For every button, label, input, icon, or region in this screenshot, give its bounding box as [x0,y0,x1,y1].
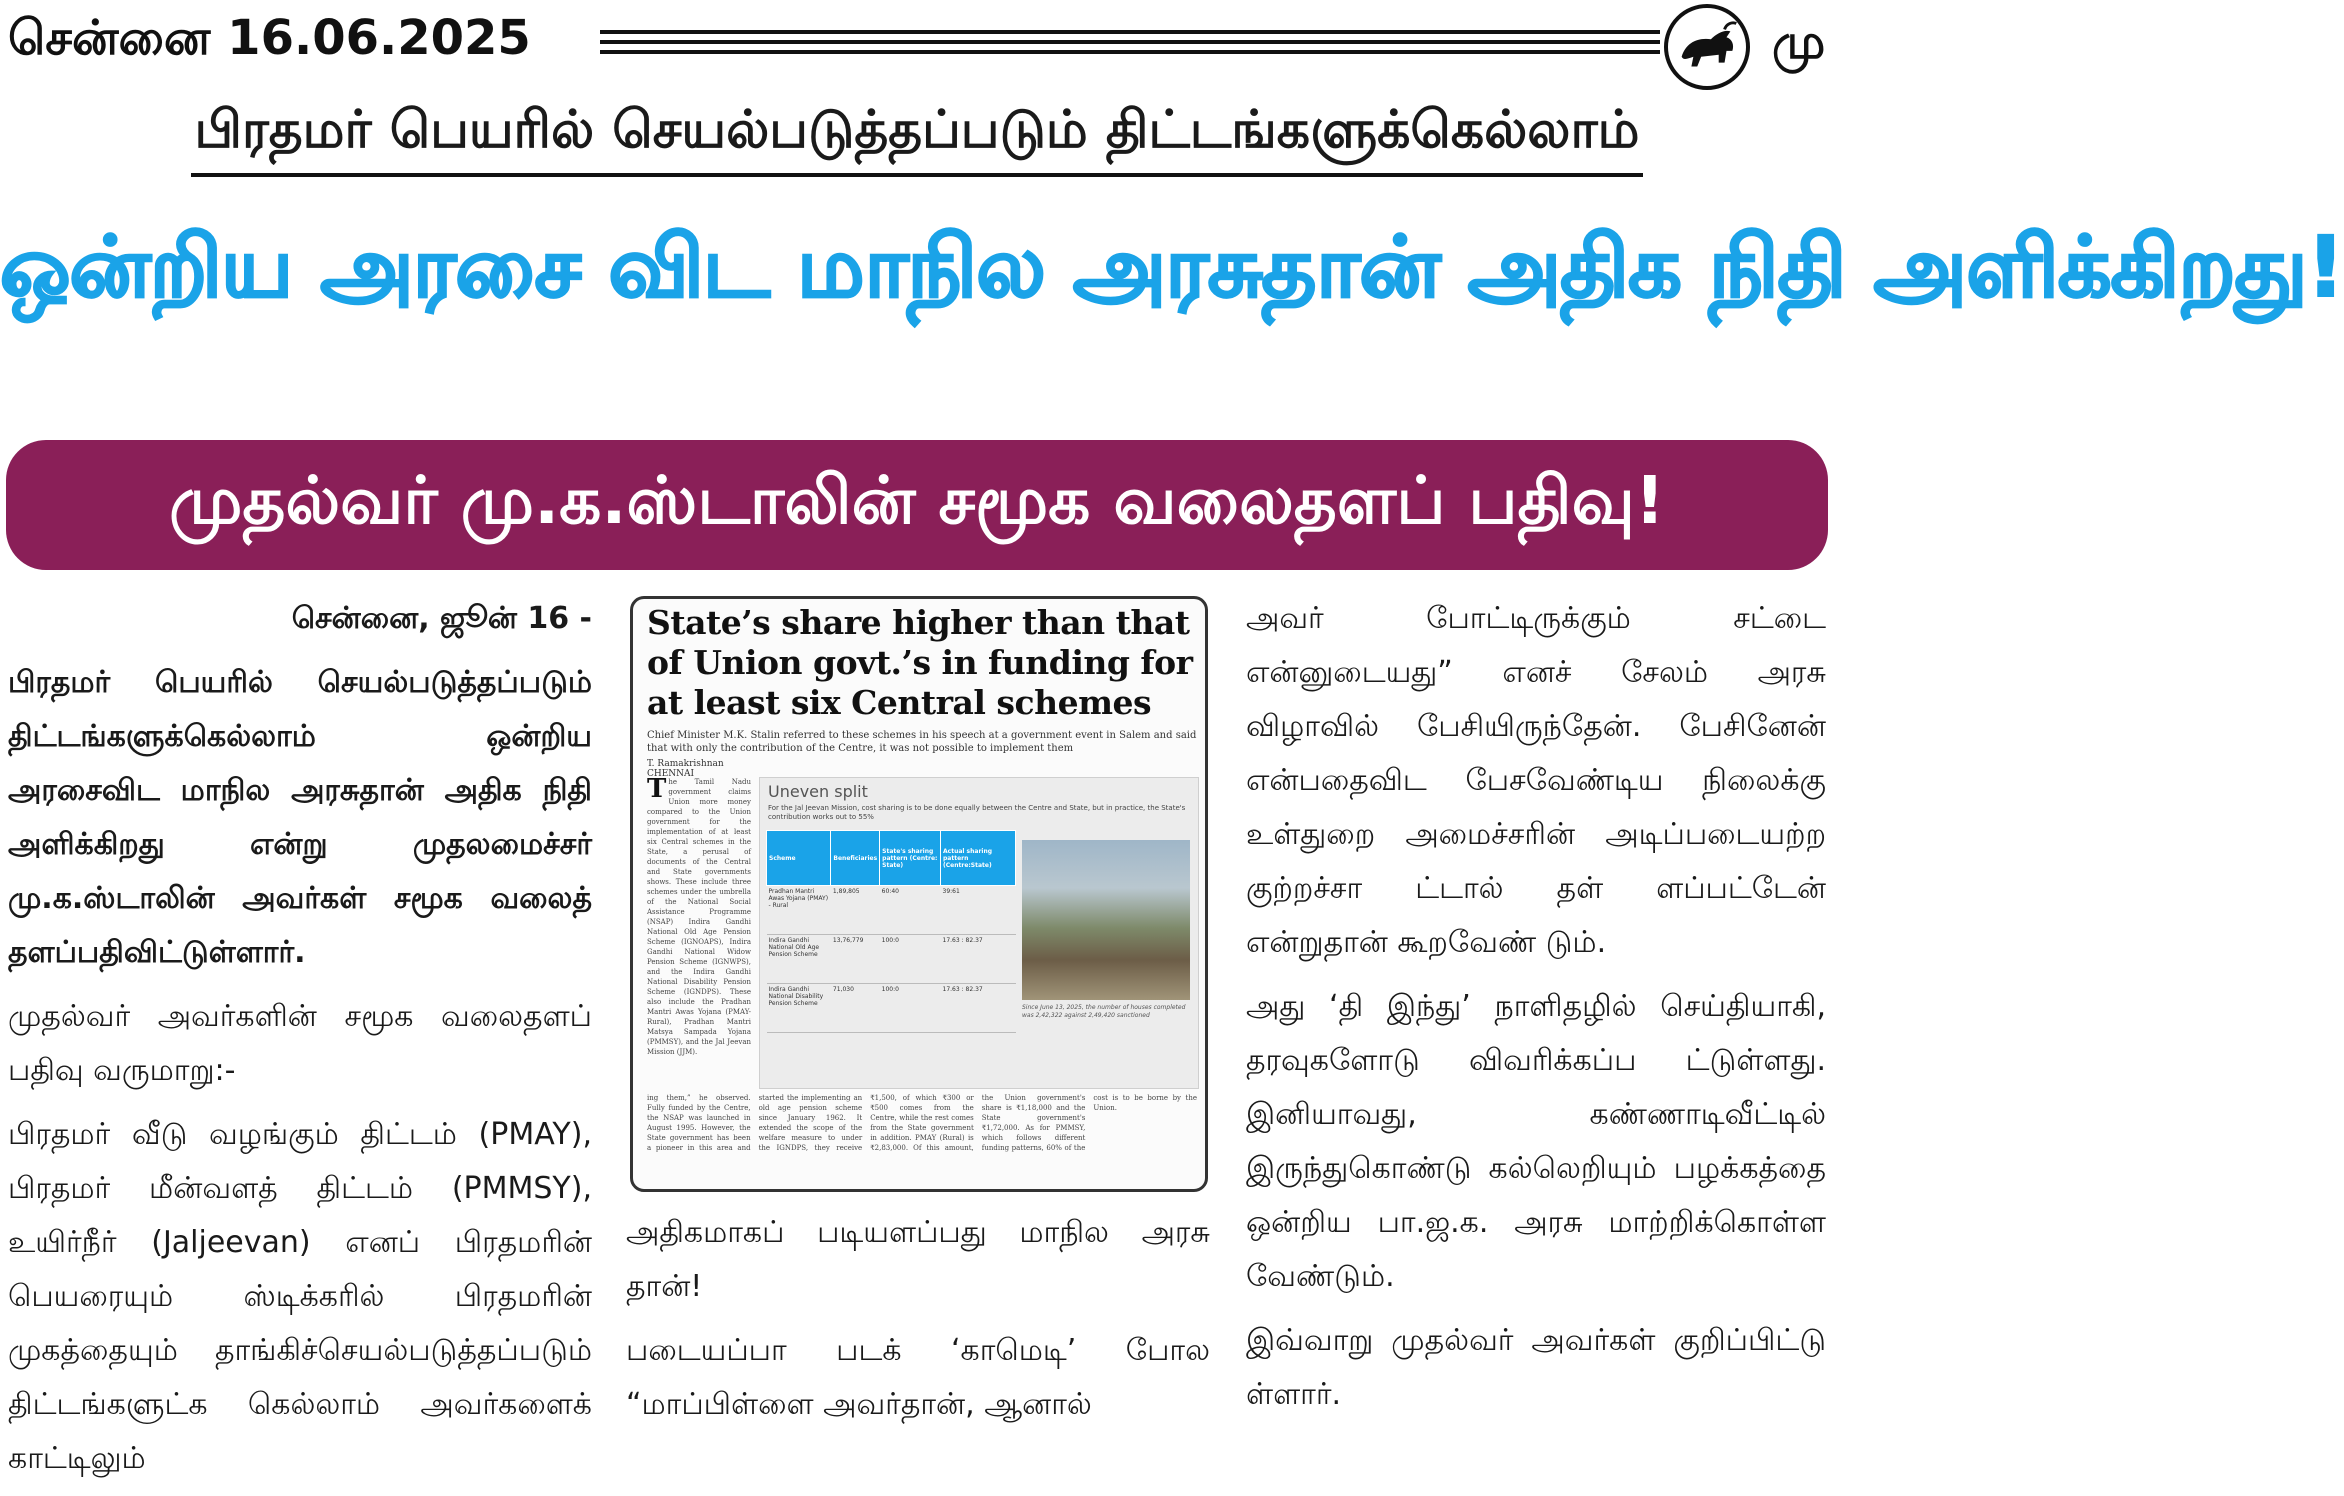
table-cell: 39:61 [941,886,1016,935]
table-row [767,984,1016,1033]
masthead-trail-text: மு [1772,14,1826,70]
table-cell: 17.63 : 82.37 [941,984,1016,1033]
article-paragraph: முதல்வர் அவர்களின் சமூக வலைதளப் பதிவு வருமாறு:- [8,999,592,1088]
table-cell: Pradhan Mantri Awas Yojana (PMAY) - Rural [767,886,831,935]
newspaper-clipping [630,596,1208,1192]
bull-emblem-icon [1664,4,1750,90]
article-column-left [8,592,592,1496]
kicker-headline [0,100,1834,177]
clipping-dropcap: T [647,774,667,804]
byline-name: T. Ramakrishnan [647,759,724,769]
masthead-rule [600,30,1660,58]
clipping-inset [759,777,1199,1089]
table-header: Actual sharing pattern (Centre:State) [941,831,1016,886]
table-cell: 71,030 [831,984,880,1033]
table-row [767,886,1016,935]
table-cell: 100:0 [880,984,941,1033]
article-paragraph: அவர் போட்டிருக்கும் சட்டை என்னுடையது” எனச் சேலம் அரசு விழாவில் பேசியிருந்தேன். பேசினேன் என்பதைவிட பேசவேண்டிய நிலைக்கு உள்துறை அமைச்சரின் அடிப்படையற்ற குற்றச்சா ட்டால் தள் ளப்பட்டேன் என்றுதான் கூறவேண் டும். [1246,601,1826,960]
byline-place: CHENNAI [647,769,695,779]
table-header-row [767,831,1016,886]
article-paragraph: பிரதமர் வீடு வழங்கும் திட்டம் (PMAY), பிரதமர் மீன்வளத் திட்டம் (PMMSY), உயிர்நீர் (Jaljeevan) எனப் பிரதமரின் பெயரையும் ஸ்டிக்கரில் பிரதமரின் முகத்தையும் தாங்கிச்செயல்படுத்தப்படும் திட்டங்களுட்க கெல்லாம் அவர்களைக் காட்டிலும் [8,1117,592,1476]
masthead [0,0,1834,95]
table-cell: Indira Gandhi National Disability Pension Scheme [767,984,831,1033]
table-cell: 60:40 [880,886,941,935]
article-paragraph: அதிகமாகப் படியளப்பது மாநில அரசு தான்! [626,1215,1210,1304]
article-column-right [1246,592,1826,1432]
article-intro: பிரதமர் பெயரில் செயல்படுத்தப்படும் திட்டங்களுக்கெல்லாம் ஒன்றிய அரசைவிட மாநில அரசுதான் அதிக நிதி அளிக்கிறது என்று முதலமைச்சர் மு.க.ஸ்டாலின் அவர்கள் சமூக வலைத் தளப்பதிவிட்டுள்ளார். [8,665,592,970]
table-header: State's sharing pattern (Centre: State) [880,831,941,886]
article-column-middle [626,1206,1210,1442]
article-paragraph: படையப்பா படக் ‘காமெடி’ போல “மாப்பிள்ளை அவர்தான், ஆனால் [626,1333,1210,1422]
table-header: Scheme [767,831,831,886]
clipping-body-continued: ing them,” he observed. Fully funded by the Centre, the NSAP was launched in August 1995. However, the State government has been a pioneer in this area and started the implementing an old age pension scheme since January 1962. It extended the scope of the welfare measure to under the IGNDPS, they receive ₹1,500, of which ₹300 or ₹500 comes from the Centre, while the rest comes from the State government in addition. PMAY (Rural) is ₹2,83,000. Of this amount, the Union government's share is ₹1,18,000 and the State government's ₹1,72,000. As for PMMSY, which follows different funding patterns, 60% of the cost is to be borne by the Union. [647,1094,1197,1152]
clipping-subtitle: Chief Minister M.K. Stalin referred to these schemes in his speech at a government event in Salem and said that with only the contribution of the Centre, it was not possible to implement them [647,730,1197,754]
clipping-body-start: he Tamil Nadu government claims Union more money compared to the Union government for the implementation of at least six Central schemes in the State, a perusal of documents of the Central and State governments shows. These include three schemes under the umbrella of the National Social Assistance Programme (NSAP) Indira Gandhi National Old Age Pension Scheme (IGNOAPS), Indira Gandhi National Widow Pension Scheme (IGNWPS), and the Indira Gandhi National Disability Pension Scheme (IGNDPS). These also include the Pradhan Mantri Awas Yojana (PMAY-Rural), Pradhan Mantri Matsya Sampada Yojana (PMMSY), and the Jal Jeevan Mission (JJM). [647,778,751,1056]
table-cell: 100:0 [880,935,941,984]
banner-headline: முதல்வர் மு.க.ஸ்டாலின் சமூக வலைதளப் பதிவு! [169,462,1665,539]
inset-note: For the Jal Jeevan Mission, cost sharing is to be done equally between the Centre and State, but in practice, the State's contribution works out to 55% [768,804,1186,821]
table-row [767,935,1016,984]
masthead-date: சென்னை 16.06.2025 [8,10,531,66]
inset-table [766,830,1016,1033]
table-cell: 13,76,779 [831,935,880,984]
kicker-text: பிரதமர் பெயரில் செயல்படுத்தப்படும் திட்டங்களுக்கெல்லாம் [191,100,1644,177]
table-cell: 1,89,805 [831,886,880,935]
table-cell: Indira Gandhi National Old Age Pension Scheme [767,935,831,984]
table-header: Beneficiaries [831,831,880,886]
dateline: சென்னை, ஜூன் 16 - [291,601,592,636]
clipping-title: State’s share higher than that of Union govt.’s in funding for at least six Central schemes [647,603,1193,722]
inset-title: Uneven split [768,782,868,801]
inset-caption: Since June 13, 2025, the number of houses completed was 2,42,322 against 2,49,420 sanctioned [1022,1004,1186,1019]
inset-photo [1022,840,1190,1000]
main-headline: ஒன்றிய அரசை விட மாநில அரசுதான் அதிக நிதி அளிக்கிறது! [0,218,2344,316]
article-paragraph: அது ‘தி இந்து’ நாளிதழில் செய்தியாகி, தரவுகளோடு விவரிக்கப்ப ட்டுள்ளது. இனியாவது, கண்ணாடிவீட்டில் இருந்துகொண்டு கல்லெறியும் பழக்கத்தை ஒன்றிய பா.ஜ.க. அரசு மாற்றிக்கொள்ள வேண்டும். [1246,989,1826,1294]
article-paragraph: இவ்வாறு முதல்வர் அவர்கள் குறிப்பிட்டு ள்ளார். [1246,1323,1826,1412]
table-cell: 17.63 : 82.37 [941,935,1016,984]
